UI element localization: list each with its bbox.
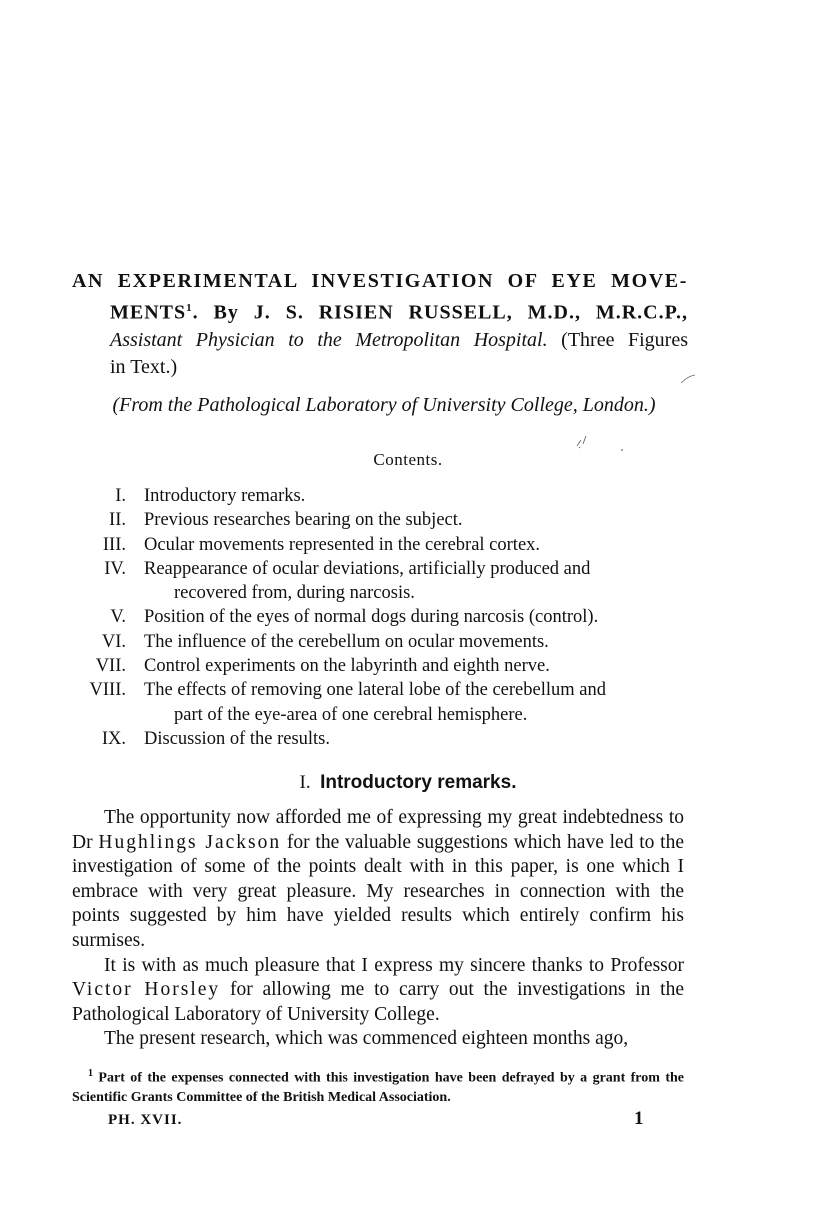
- toc-item-number: II.: [109, 510, 126, 531]
- toc-item-title-continuation: part of the eye-area of one cerebral hemisphere.: [174, 704, 528, 725]
- body-text: [72, 806, 684, 1052]
- footnote-text: Part of the expenses connected with this investigation have been defrayed by a grant from the Scientific Grants Committee of the British Medical Association.: [72, 1070, 685, 1105]
- toc-item[interactable]: [72, 557, 688, 606]
- contents-heading: Contents.: [373, 450, 443, 469]
- running-footer: PH. XVII.: [108, 1112, 183, 1128]
- paragraph: [72, 954, 684, 1028]
- toc-item-title: Control experiments on the labyrinth and eighth nerve.: [144, 656, 550, 677]
- section-title: Introductory remarks.: [320, 772, 517, 793]
- footnote-marker[interactable]: 1: [186, 302, 193, 314]
- author-affiliation-line: [110, 327, 688, 354]
- toc-item-number: VIII.: [89, 680, 126, 701]
- toc-item-number: VI.: [101, 631, 126, 652]
- section-heading: [0, 772, 816, 794]
- person-name: Victor Horsley: [72, 979, 221, 1001]
- page-number: 1: [634, 1108, 644, 1129]
- toc-item-title: Position of the eyes of normal dogs during narcosis (control).: [144, 607, 599, 628]
- footnote: [72, 1064, 684, 1107]
- toc-item-number: VII.: [95, 656, 126, 677]
- paragraph-text: for allowing me to carry out the investigations in the Pathological Laboratory of University College.: [72, 979, 685, 1025]
- toc-item-number: IX.: [101, 728, 126, 749]
- toc-item-number: III.: [102, 534, 126, 555]
- toc-item-title: [144, 557, 688, 606]
- paragraph-text: for the valuable suggestions which have led to the investigation of some of the points dealt with in this paper, is one which I embrace with very great pleasure. My researches in connection with the points suggested by him have yielded results which entirely confirm his surmises.: [72, 831, 685, 951]
- toc-item-title: The influence of the cerebellum on ocular movements.: [144, 631, 549, 652]
- toc-item[interactable]: [72, 605, 688, 629]
- author-affiliation: Assistant Physician to the Metropolitan Hospital.: [110, 328, 548, 351]
- figures-note-continued: in Text.): [110, 355, 178, 378]
- toc-item[interactable]: [72, 484, 688, 508]
- toc-item[interactable]: [72, 654, 688, 678]
- paragraph-text: It is with as much pleasure that I express my sincere thanks to Professor: [104, 954, 684, 976]
- article-title-block: [72, 268, 688, 381]
- toc-item-number: V.: [110, 607, 126, 628]
- toc-item[interactable]: [72, 678, 688, 727]
- footnote-mark: 1: [88, 1068, 93, 1079]
- stray-dot-icon: [620, 448, 624, 452]
- figures-note: (Three Figures: [561, 328, 689, 351]
- toc-item-title: Discussion of the results.: [144, 728, 331, 749]
- toc-item-title: Previous researches bearing on the subject.: [144, 510, 463, 531]
- stray-mark-icon: [680, 374, 696, 384]
- stray-mark-icon: [574, 432, 590, 450]
- toc-item-number: I.: [115, 486, 126, 506]
- paragraph-text: The opportunity now afforded me of expressing my great indebtedness to Dr: [72, 807, 684, 853]
- article-title-line-1: AN EXPERIMENTAL INVESTIGATION OF EYE MOVE-: [72, 270, 688, 292]
- toc-item-title: Introductory remarks.: [144, 486, 306, 506]
- toc-item-title: Ocular movements represented in the cerebral cortex.: [144, 534, 541, 555]
- toc-item-title-line: The effects of removing one lateral lobe of the cerebellum and: [144, 680, 606, 701]
- toc-item-title-continuation: recovered from, during narcosis.: [174, 583, 415, 604]
- person-name: Hughlings Jackson: [98, 831, 282, 853]
- article-title-end: MENTS: [110, 301, 187, 324]
- paragraph: The present research, which was commenced eighteen months ago,: [104, 1028, 629, 1050]
- toc-item[interactable]: [72, 533, 688, 557]
- toc-item-number: IV.: [104, 558, 126, 579]
- table-of-contents: [72, 484, 688, 751]
- toc-item-title-line: Reappearance of ocular deviations, artificially produced and: [144, 558, 591, 579]
- article-title-line-2: [110, 295, 688, 327]
- toc-item[interactable]: [72, 508, 688, 532]
- toc-item[interactable]: [72, 727, 688, 751]
- toc-item-title: [144, 678, 688, 727]
- toc-item[interactable]: [72, 630, 688, 654]
- section-number: I.: [299, 772, 311, 793]
- author-byline: . By J. S. RISIEN RUSSELL, M.D., M.R.C.P.,: [192, 301, 688, 324]
- paragraph: [72, 806, 684, 954]
- laboratory-origin: (From the Pathological Laboratory of University College, London.): [112, 394, 656, 416]
